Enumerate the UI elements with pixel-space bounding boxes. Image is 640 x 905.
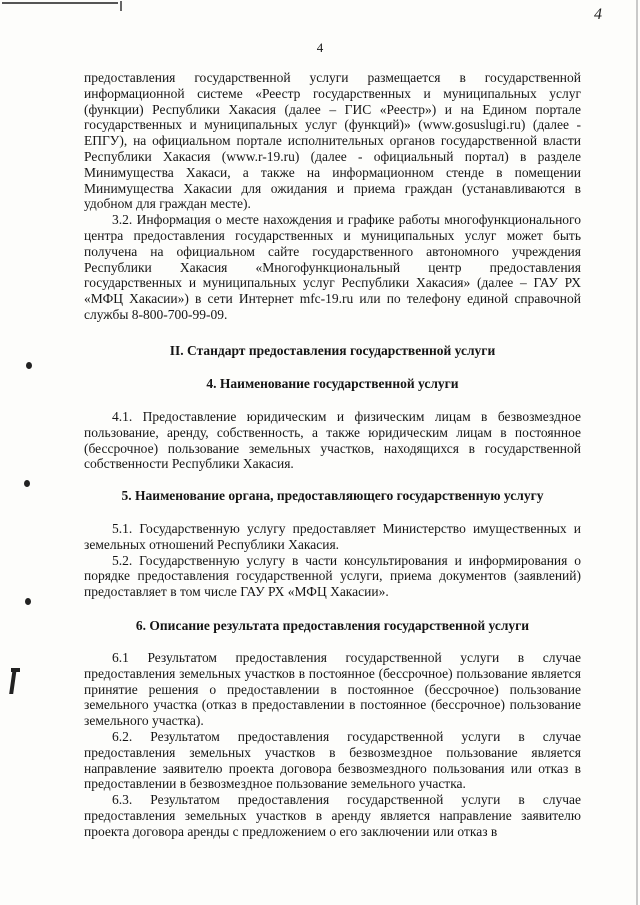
binder-hole-mark bbox=[24, 480, 30, 487]
intro-block bbox=[84, 70, 581, 323]
paragraph-4-1: 4.1. Предоставление юридическим и физическим лицам в безвозмездное пользование, аренду, собственность, а также юридическим лицам в постоянное (бессрочное) пользование земельных участков, находящихся в государственной собственности Республики Хакасия. bbox=[84, 409, 581, 472]
scan-top-line bbox=[2, 2, 118, 4]
paragraph-5-1: 5.1. Государственную услугу предоставляет Министерство имущественных и земельных отношений Республики Хакасия. bbox=[84, 521, 581, 552]
section-4-body bbox=[84, 409, 581, 472]
section-6-heading-block bbox=[84, 618, 581, 634]
section-5-body bbox=[84, 521, 581, 600]
section-6-heading: 6. Описание результата предоставления государственной услуги bbox=[135, 618, 530, 633]
paragraph-6-2: 6.2. Результатом предоставления государственной услуги в случае предоставления земельных участков в безвозмездное пользование является направление заявителю проекта договора безвозмездного пользования или отказ в предоставлении в безвозмездное пользование земельного участка. bbox=[84, 728, 581, 792]
page-number: 4 bbox=[316, 40, 324, 55]
paragraph-6-3: 6.3. Результатом предоставления государственной услуги в случае предоставления земельных участков в аренду является направление заявителю проекта договора аренды с предложением о его заключении или отказ в bbox=[84, 792, 581, 839]
section-4-heading-block bbox=[84, 376, 581, 392]
section-5-heading: 5. Наименование органа, предоставляющего государственную услугу bbox=[121, 488, 544, 503]
paragraph-3-2: 3.2. Информация о месте нахождения и графике работы многофункционального центра предоставления государственных и муниципальных услуг может быть получена на официальном сайте государственного автономного учреждения Республики Хакасия «Многофункциональный центр предоставления государственных и муниципальных услуг Республики Хакасия» (далее – ГАУ РХ «МФЦ Хакасии») в сети Интернет mfc-19.ru или по телефону единой справочной службы 8-800-700-99-09. bbox=[84, 212, 581, 322]
paragraph-6-1: 6.1 Результатом предоставления государственной услуги в случае предоставления земельных участков в постоянное (бессрочное) пользование является принятие решения о предоставлении в постоянное (бессрочное) пользование земельного участка (отказ в предоставлении в постоянное (бессрочное) пользование земельного участка). bbox=[84, 650, 581, 729]
section-4-heading: 4. Наименование государственной услуги bbox=[206, 376, 459, 391]
section-2-heading-block bbox=[84, 343, 581, 359]
section-5-heading-block bbox=[84, 488, 581, 504]
binder-hole-mark bbox=[26, 362, 32, 369]
scan-right-edge bbox=[636, 0, 638, 905]
paragraph-3-1-continued: предоставления государственной услуги размещается в государственной информационной системе «Реестр государственных и муниципальных услуг (функции) Республики Хакасия (далее – ГИС «Реестр») и на Едином портале государственных и муниципальных услуг (функций)» (www.gosuslugi.ru) (далее - ЕПГУ), на официальном портале исполнительных органов государственной власти Республики Хакасия (www.r-19.ru) (далее - официальный портал) в разделе Минимущества Хакаси, а также на информационном стенде в помещении Минимущества Хакасии для ожидания и приема граждан (устанавливаются в удобном для граждан месте). bbox=[84, 70, 581, 212]
binder-hole-mark bbox=[25, 598, 31, 605]
section-2-heading: II. Стандарт предоставления государственной услуги bbox=[169, 343, 496, 358]
scan-top-tick bbox=[120, 1, 122, 11]
section-6-body bbox=[84, 650, 581, 840]
scan-margin-mark-top bbox=[11, 668, 20, 672]
paragraph-5-2: 5.2. Государственную услугу в части консультирования и информирования о порядке предоставления государственной услуги, приема документов (заявлений) предоставляет в том числе ГАУ РХ «МФЦ Хакасии». bbox=[84, 552, 581, 600]
handwritten-page-mark: 4 bbox=[594, 6, 602, 23]
